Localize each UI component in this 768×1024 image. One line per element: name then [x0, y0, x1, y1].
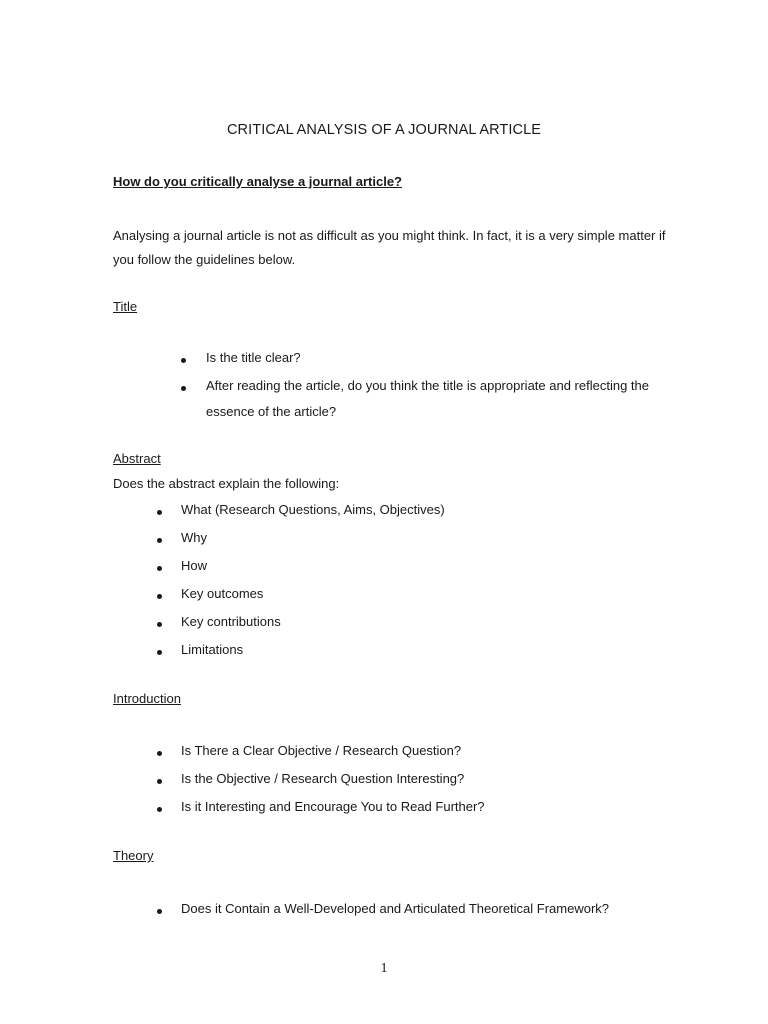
list-item — [157, 503, 445, 523]
list-item — [181, 351, 301, 371]
list-item-text: Why — [181, 530, 207, 545]
list-item — [157, 531, 207, 551]
list-item-text: Is There a Clear Objective / Research Question? — [181, 743, 462, 758]
list-item — [157, 643, 243, 663]
bullet-icon — [157, 807, 162, 812]
list-item — [157, 800, 485, 820]
document-title: CRITICAL ANALYSIS OF A JOURNAL ARTICLE — [226, 122, 542, 138]
bullet-icon — [157, 751, 162, 756]
bullet-icon — [157, 909, 162, 914]
section-heading-theory: Theory — [113, 848, 154, 863]
list-item-text: Key contributions — [181, 614, 281, 629]
bullet-icon — [157, 566, 162, 571]
list-item — [181, 379, 661, 425]
list-item-text: What (Research Questions, Aims, Objectives) — [181, 502, 445, 517]
bullet-icon — [157, 510, 162, 515]
section-heading-abstract: Abstract — [113, 451, 161, 466]
bullet-icon — [157, 594, 162, 599]
section-heading-introduction: Introduction — [113, 691, 181, 706]
list-item — [157, 744, 461, 764]
list-item — [157, 772, 464, 792]
list-item-text: Is it Interesting and Encourage You to Read Further? — [181, 799, 485, 814]
list-item-text: After reading the article, do you think the title is appropriate and reflecting the essence of the article? — [206, 378, 649, 419]
list-item-text: Limitations — [181, 642, 244, 657]
bullet-icon — [157, 538, 162, 543]
bullet-icon — [157, 622, 162, 627]
guiding-question: How do you critically analyse a journal article? — [113, 174, 402, 189]
list-item-text: How — [181, 558, 208, 573]
list-item — [157, 587, 263, 607]
section-heading-title: Title — [113, 299, 138, 314]
list-item-text: Is the title clear? — [206, 350, 301, 365]
abstract-lead: Does the abstract explain the following: — [113, 476, 340, 491]
list-item — [157, 559, 207, 579]
bullet-icon — [181, 358, 186, 363]
bullet-icon — [157, 650, 162, 655]
list-item-text: Key outcomes — [181, 586, 264, 601]
list-item-text: Is the Objective / Research Question Interesting? — [181, 771, 465, 786]
intro-paragraph: Analysing a journal article is not as difficult as you might think. In fact, it is a very simple matter if you follow the guidelines below. — [113, 228, 666, 267]
bullet-icon — [181, 386, 186, 391]
list-item — [157, 615, 281, 635]
list-item-text: Does it Contain a Well-Developed and Articulated Theoretical Framework? — [181, 901, 610, 916]
page-number: 1 — [380, 961, 388, 976]
list-item — [157, 902, 609, 922]
bullet-icon — [157, 779, 162, 784]
